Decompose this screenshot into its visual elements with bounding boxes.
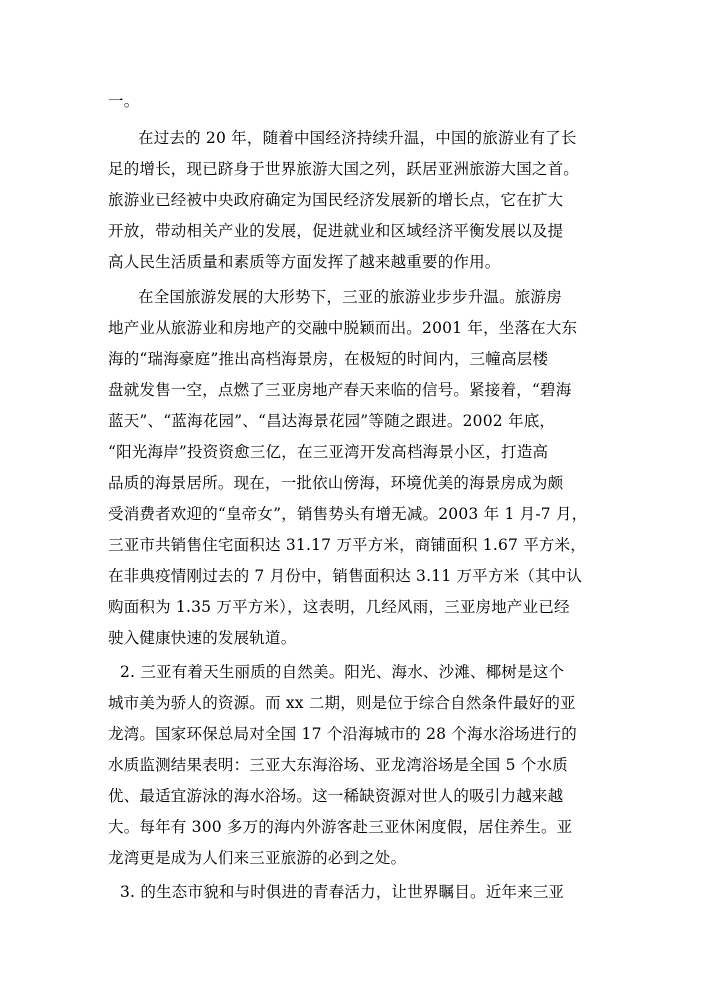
text-line: 足的增长，现已跻身于世界旅游大国之列，跃居亚洲旅游大国之首。 xyxy=(108,160,580,178)
text-line: “阳光海岸”投资资愈三亿，在三亚湾开发高档海景小区，打造高 xyxy=(108,443,549,461)
text-line: 受消费者欢迎的“皇帝女”，销售势头有增无减。2003 年 1 月-7 月， xyxy=(108,505,588,523)
list-item-3-first-line: 3. 的生态市貌和与时俱进的青春活力，让世界瞩目。近年来三亚 xyxy=(120,883,565,901)
text-line: 旅游业已经被中央政府确定为国民经济发展新的增长点，它在扩大 xyxy=(108,191,564,209)
text-line: 品质的海景居所。现在，一批依山傍海，环境优美的海景房成为颇 xyxy=(108,474,564,492)
text-line: 龙湾。国家环保总局对全国 17 个沿海城市的 28 个海水浴场进行的 xyxy=(108,725,577,743)
text-line: 龙湾更是成为人们来三亚旅游的必到之处。 xyxy=(108,849,407,867)
text-line: 海的“瑞海豪庭”推出高档海景房，在极短的时间内，三幢高层楼 xyxy=(108,350,549,368)
text-line: 高人民生活质量和素质等方面发挥了越来越重要的作用。 xyxy=(108,253,501,271)
paragraph-2-first-line: 在全国旅游发展的大形势下，三亚的旅游业步步升温。旅游房 xyxy=(138,288,562,306)
text-line: 水质监测结果表明：三亚大东海浴场、亚龙湾浴场是全国 5 个水质 xyxy=(108,756,568,774)
text-line: 地产业从旅游业和房地产的交融中脱颖而出。2001 年，坐落在大东 xyxy=(108,319,578,337)
text-line: 优、最适宜游泳的海水浴场。这一稀缺资源对世人的吸引力越来越 xyxy=(108,787,564,805)
text-line: 大。每年有 300 多万的海内外游客赴三亚休闲度假，居住养生。亚 xyxy=(108,818,573,836)
text-line: 开放，带动相关产业的发展，促进就业和区域经济平衡发展以及提 xyxy=(108,222,564,240)
list-item-2-first-line: 2. 三亚有着天生丽质的自然美。阳光、海水、沙滩、椰树是这个 xyxy=(120,663,565,681)
text-line: 购面积为 1.35 万平方米），这表明，几经风雨，三亚房地产业已经 xyxy=(108,598,570,616)
text-line: 三亚市共销售住宅面积达 31.17 万平方米，商铺面积 1.67 平方米， xyxy=(108,536,586,554)
text-line: 一。 xyxy=(108,92,140,110)
text-line: 盘就发售一空，点燃了三亚房地产春天来临的信号。紧接着，“碧海 xyxy=(108,381,572,399)
text-line: 驶入健康快速的发展轨道。 xyxy=(108,629,297,647)
text-line: 城市美为骄人的资源。而 xx 二期，则是位于综合自然条件最好的亚 xyxy=(108,694,576,712)
text-line: 在非典疫情刚过去的 7 月份中，销售面积达 3.11 万平方米（其中认 xyxy=(108,567,583,585)
paragraph-1-first-line: 在过去的 20 年，随着中国经济持续升温，中国的旅游业有了长 xyxy=(138,129,577,147)
text-line: 蓝天”、“蓝海花园”、“昌达海景花园”等随之跟进。2002 年底， xyxy=(108,412,556,430)
